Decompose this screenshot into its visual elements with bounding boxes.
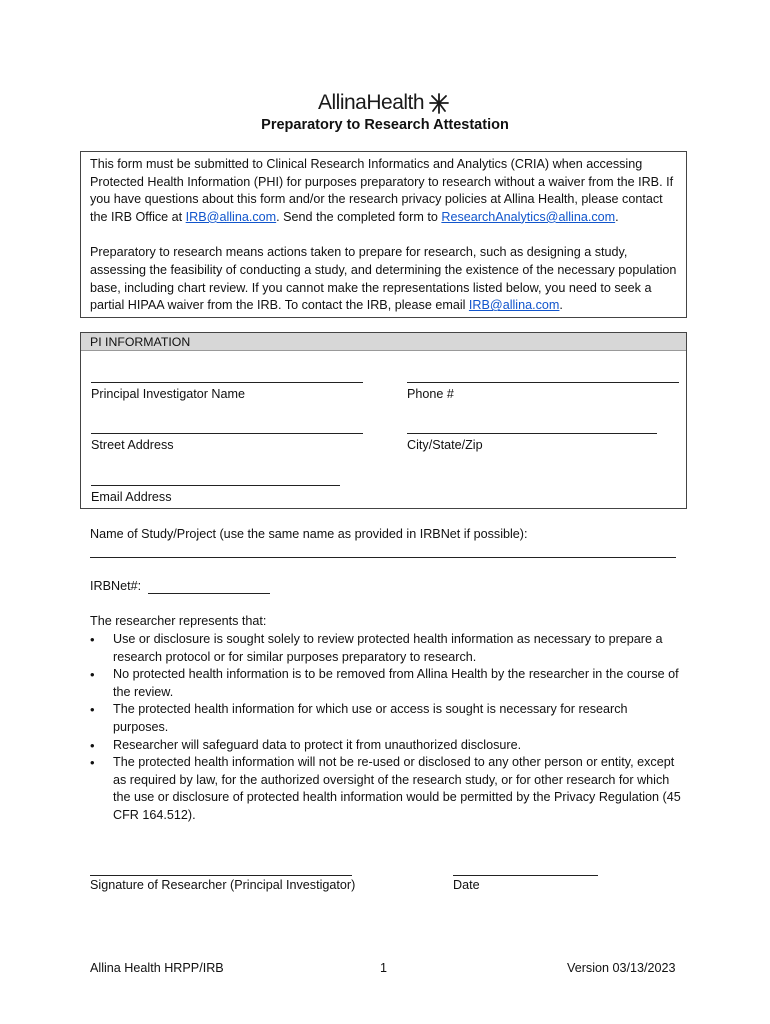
study-name-label: Name of Study/Project (use the same name as provided in IRBNet if possible): (90, 527, 528, 541)
intro-text: . (615, 209, 619, 224)
allina-health-flower-icon (428, 92, 450, 114)
date-label: Date (453, 878, 480, 892)
irb-email-link[interactable]: IRB@allina.com (185, 209, 277, 224)
logo-text: AllinaHealth (318, 91, 425, 114)
page-title: Preparatory to Research Attestation (261, 117, 509, 133)
irb-email-link-2[interactable]: IRB@allina.com (468, 298, 560, 313)
email-address-label: Email Address (91, 490, 172, 504)
irbnet-field[interactable] (148, 593, 270, 594)
signature-label: Signature of Researcher (Principal Investigator) (90, 878, 356, 892)
footer-left: Allina Health HRPP/IRB (90, 961, 224, 975)
allina-health-logo (318, 90, 450, 116)
version-text: Version 03/13/2023 (567, 961, 676, 975)
intro-text: . Send the completed form to (276, 209, 442, 224)
pi-name-label: Principal Investigator Name (91, 387, 245, 401)
page-number: 1 (380, 961, 388, 975)
list-item: • The protected health information for which use or access is sought is necessary for research purposes. (90, 701, 685, 736)
list-item: • Use or disclosure is sought solely to review protected health information as necessary to prepare a research protocol or for similar purposes preparatory to research. (90, 631, 685, 666)
intro-text: Preparatory to research means actions taken to prepare for research, such as designing a study, assessing the feasibility of conducting a study, and determining the existence of the necessary population base, including chart review. If you cannot make the representations listed below, you need to seek a partial HIPAA waiver from the IRB. To contact the IRB, please email (90, 245, 677, 313)
street-address-field[interactable] (91, 433, 363, 434)
city-state-zip-label: City/State/Zip (407, 438, 483, 452)
email-address-field[interactable] (91, 485, 340, 486)
represents-intro: The researcher represents that: (90, 614, 267, 628)
list-item: • The protected health information will not be re-used or disclosed to any other person or entity, except as required by law, for the authorized oversight of the research study, or for other research for which the use or disclosure of protected health information would be permitted by the Privacy Regulation (45 CFR 164.512). (90, 754, 685, 824)
pi-information-header: PI INFORMATION (81, 333, 686, 351)
pi-information-section (80, 332, 687, 509)
pi-name-field[interactable] (91, 382, 363, 383)
intro-paragraph-2 (90, 244, 677, 314)
irbnet-label: IRBNet#: (90, 579, 142, 593)
signature-field[interactable] (90, 875, 352, 876)
study-name-field[interactable] (90, 557, 676, 558)
research-analytics-email-link[interactable]: ResearchAnalytics@allina.com (441, 209, 616, 224)
intro-text: . (559, 298, 563, 313)
phone-label: Phone # (407, 387, 454, 401)
list-item: • Researcher will safeguard data to protect it from unauthorized disclosure. (90, 737, 685, 755)
represents-list (90, 631, 685, 825)
phone-field[interactable] (407, 382, 679, 383)
date-field[interactable] (453, 875, 598, 876)
represents-bullets (90, 631, 685, 825)
street-address-label: Street Address (91, 438, 174, 452)
intro-paragraph-1 (90, 156, 677, 226)
list-item: • No protected health information is to be removed from Allina Health by the researcher in the course of the review. (90, 666, 685, 701)
intro-text: This form must be submitted to Clinical Research Informatics and Analytics (CRIA) when accessing Protected Health Information (PHI) for purposes preparatory to research without a waiver from the IRB. If you have questions about this form and/or the research privacy policies at Allina Health, please contact the IRB Office at (90, 157, 674, 224)
city-state-zip-field[interactable] (407, 433, 657, 434)
intro-box (80, 151, 687, 318)
